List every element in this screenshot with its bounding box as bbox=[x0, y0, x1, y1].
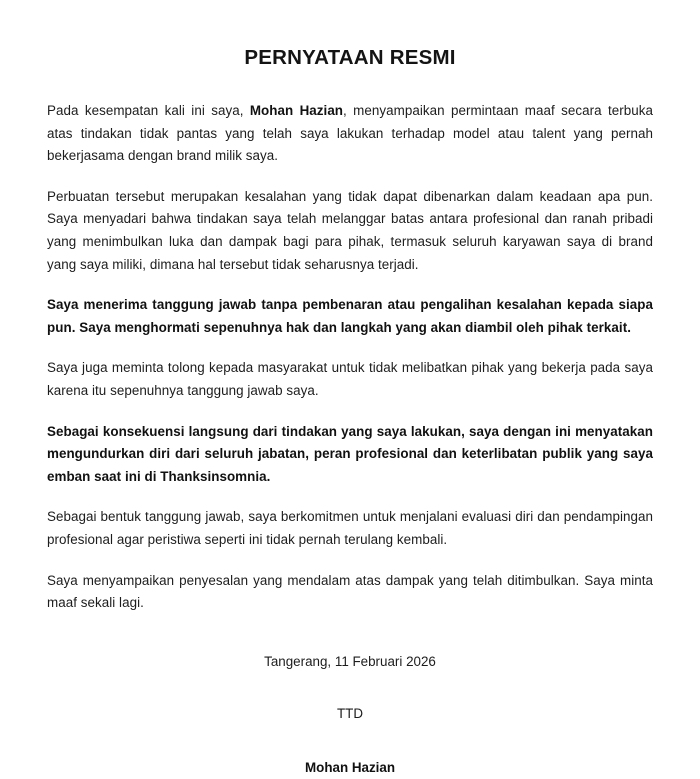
paragraph-6: Sebagai bentuk tanggung jawab, saya berkomitmen untuk menjalani evaluasi diri dan pendampingan profesional agar peristiwa seperti ini tidak pernah terulang kembali. bbox=[47, 509, 653, 547]
signature-ttd-label: TTD bbox=[336, 705, 364, 721]
paragraph-1 bbox=[47, 100, 653, 168]
paragraph-3-responsibility: Saya menerima tanggung jawab tanpa pembenaran atau pengalihan kesalahan kepada siapa pun. Saya menghormati sepenuhnya hak dan langkah yang akan diambil oleh pihak terkait. bbox=[47, 297, 653, 335]
signature-block bbox=[47, 651, 653, 779]
paragraph-1-lead: Pada kesempatan kali ini saya, bbox=[47, 103, 250, 118]
signature-signer-name: Mohan Hazian bbox=[304, 759, 396, 775]
paragraph-5-resignation: Sebagai konsekuensi langsung dari tindakan yang saya lakukan, saya dengan ini menyatakan mengundurkan diri dari seluruh jabatan, peran profesional dan keterlibatan publik yang saya emban saat ini di Thanksinsomnia. bbox=[47, 423, 653, 484]
signature-place-date: Tangerang, 11 Februari 2026 bbox=[264, 653, 436, 669]
paragraph-1-tail: , menyampaikan permintaan maaf secara terbuka atas tindakan tidak pantas yang telah saya lakukan terhadap model atau talent yang pernah bekerjasama dengan brand milik saya. bbox=[47, 103, 653, 164]
subject-name-inline: Mohan Hazian bbox=[249, 103, 344, 118]
paragraph-2: Perbuatan tersebut merupakan kesalahan yang tidak dapat dibenarkan dalam keadaan apa pun. Saya menyadari bahwa tindakan saya telah melanggar batas antara profesional dan ranah pribadi yang menimbulkan luka dan dampak bagi para pihak, termasuk seluruh karyawan saya di brand yang saya miliki, dimana hal tersebut tidak seharusnya terjadi. bbox=[47, 188, 653, 272]
page-title: PERNYATAAN RESMI bbox=[244, 46, 456, 69]
document-body bbox=[0, 100, 700, 779]
paragraph-7-closing: Saya menyampaikan penyesalan yang mendalam atas dampak yang telah ditimbulkan. Saya minta maaf sekali lagi. bbox=[47, 572, 653, 611]
paragraph-4: Saya juga meminta tolong kepada masyarakat untuk tidak melibatkan pihak yang bekerja pada saya karena itu sepenuhnya tanggung jawab saya. bbox=[47, 360, 653, 398]
